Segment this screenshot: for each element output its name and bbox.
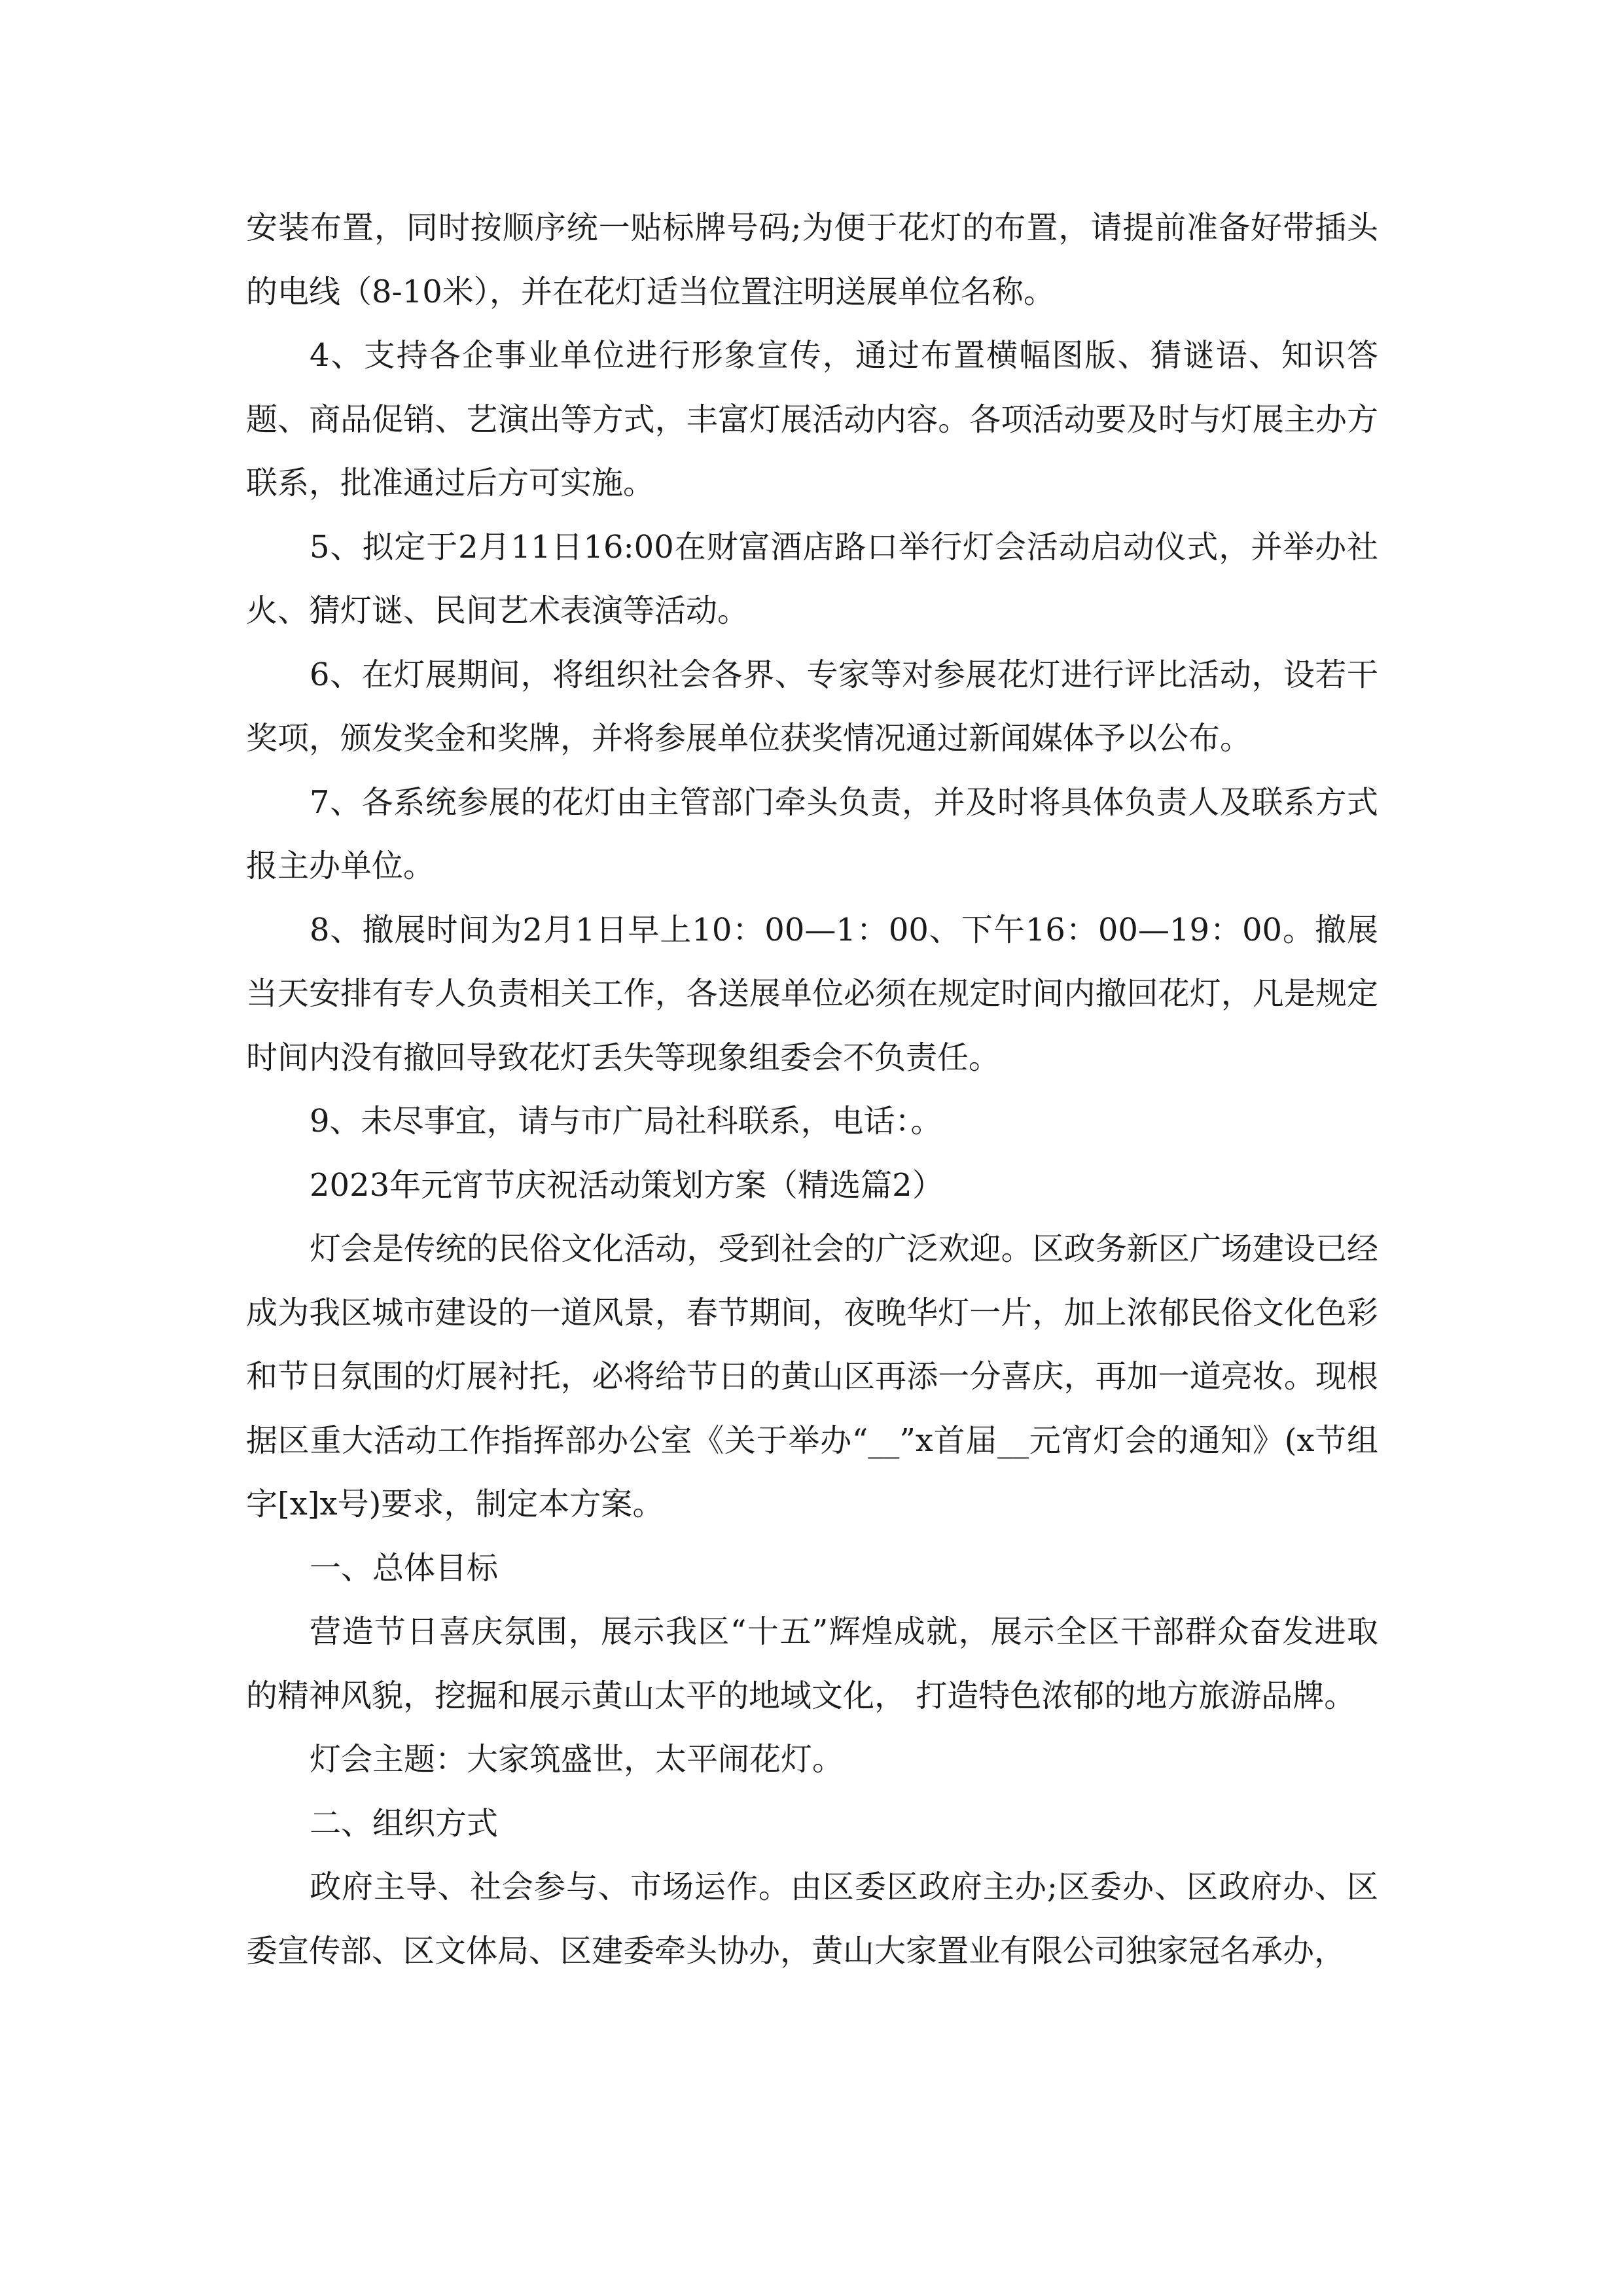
paragraph-intro: 灯会是传统的民俗文化活动，受到社会的广泛欢迎。区政务新区广场建设已经成为我区城市建设的一道风景，春节期间，夜晚华灯一片，加上浓郁民俗文化色彩和节日氛围的灯展衬托，必将给节日的黄山区再添一分喜庆，再加一道亮妆。现根据区重大活动工作指挥部办公室《关于举办“__”x首届__元宵灯会的通知》(x节组字[x]x号)要求，制定本方案。 [246,1230,1378,1522]
paragraph-item-6: 6、在灯展期间，将组织社会各界、专家等对参展花灯进行评比活动，设若干奖项，颁发奖金和奖牌，并将参展单位获奖情况通过新闻媒体予以公布。 [246,656,1378,757]
paragraph-item-4: 4、支持各企事业单位进行形象宣传，通过布置横幅图版、猜谜语、知识答题、商品促销、艺演出等方式，丰富灯展活动内容。各项活动要及时与灯展主办方联系，批准通过后方可实施。 [246,337,1378,501]
paragraph-install-layout: 安装布置，同时按顺序统一贴标牌号码;为便于花灯的布置，请提前准备好带插头的电线（8-10米），并在花灯适当位置注明送展单位名称。 [246,209,1378,310]
document-body [246,196,1378,1983]
heading-overall-goal: 一、总体目标 [310,1549,499,1587]
paragraph-item-7: 7、各系统参展的花灯由主管部门牵头负责，并及时将具体负责人及联系方式报主办单位。 [246,783,1378,884]
paragraph-item-9: 9、未尽事宜，请与市广局社科联系，电话：。 [310,1103,942,1139]
paragraph-item-5: 5、拟定于2月11日16:00在财富酒店路口举行灯会活动启动仪式，并举办社火、猜灯谜、民间艺术表演等活动。 [246,528,1378,629]
heading-organization: 二、组织方式 [310,1804,499,1842]
section-title-plan-2: 2023年元宵节庆祝活动策划方案（精选篇2） [310,1166,944,1204]
paragraph-organization: 政府主导、社会参与、市场运作。由区委区政府主办;区委办、区政府办、区委宣传部、区文体局、区建委牵头协办，黄山大家置业有限公司独家冠名承办， [246,1869,1378,1969]
paragraph-goal: 营造节日喜庆氛围，展示我区“十五”辉煌成就，展示全区干部群众奋发进取的精神风貌，挖掘和展示黄山太平的地域文化， 打造特色浓郁的地方旅游品牌。 [246,1613,1378,1714]
paragraph-theme: 灯会主题：大家筑盛世，太平闹花灯。 [310,1741,844,1778]
paragraph-item-8: 8、撤展时间为2月1日早上10：00—1：00、下午16：00—19：00。撤展当天安排有专人负责相关工作，各送展单位必须在规定时间内撤回花灯，凡是规定时间内没有撤回导致花灯丢失等现象组委会不负责任。 [246,911,1378,1076]
